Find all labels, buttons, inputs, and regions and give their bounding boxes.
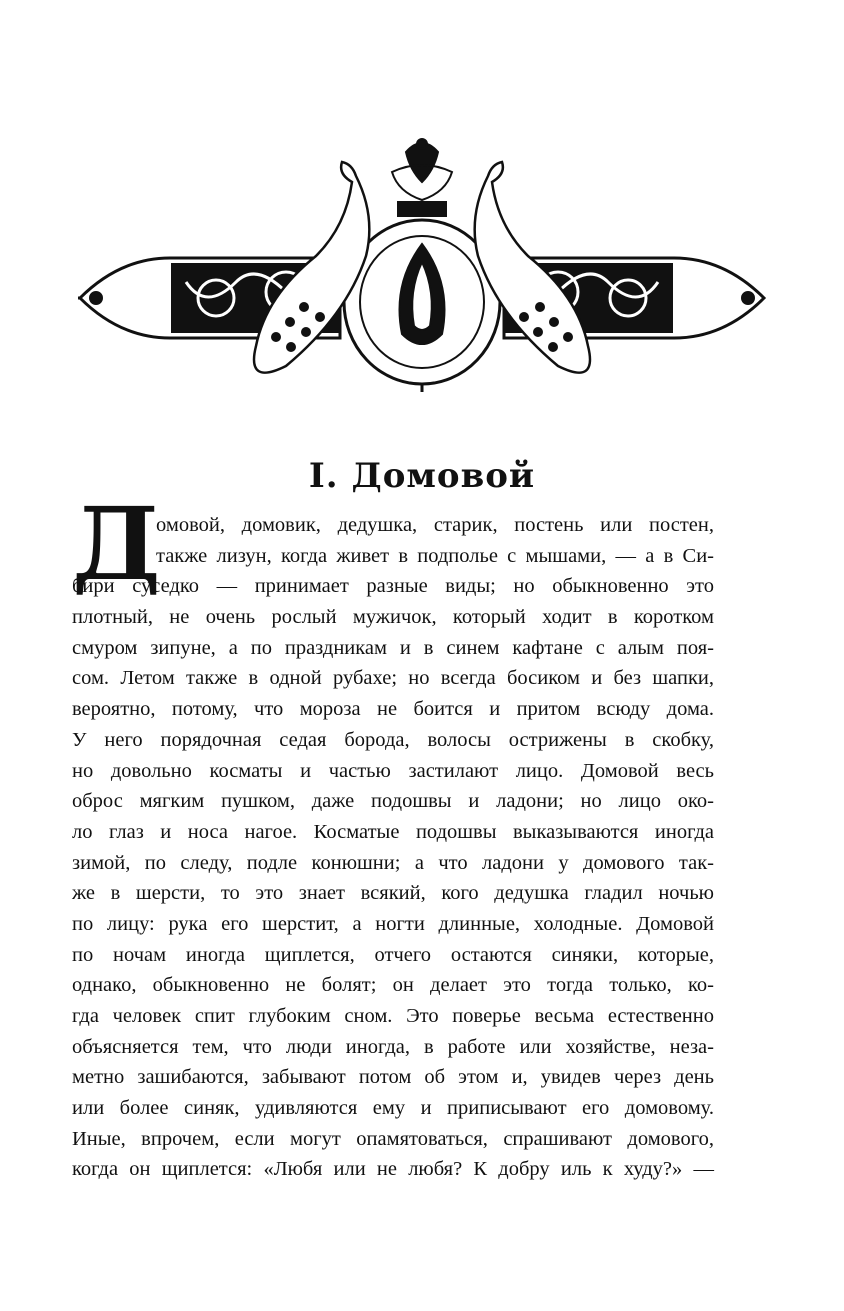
paragraph-line: ло глаз и носа нагое. Косматые подошвы выказываются иногда	[72, 820, 714, 843]
paragraph-line: сом. Летом также в одной рубахе; но всегда босиком и без шапки,	[72, 667, 714, 690]
paragraph-line: оброс мягким пушком, даже подошвы и ладони; но лицо око-	[72, 790, 714, 813]
paragraph-line: же в шерсти, то это знает всякий, кого дедушка гладил ночью	[72, 882, 714, 905]
paragraph-line: метно зашибаются, забывают потом об этом и, увидев через день	[72, 1066, 714, 1089]
chapter-title: I. Домовой	[308, 456, 536, 496]
paragraph-line: когда он щиплется: «Любя или не любя? К добру иль к худу?» —	[72, 1158, 714, 1181]
paragraph-line: вероятно, потому, что мороза не боится и притом всюду дома.	[72, 698, 714, 721]
paragraph-line: или более синяк, удивляются ему и приписывают его домовому.	[72, 1097, 714, 1120]
paragraph-line: У него порядочная седая борода, волосы острижены в скобку,	[72, 728, 714, 751]
paragraph-line: бири суседко — принимает разные виды; но обыкновенно это	[72, 575, 714, 598]
drop-cap-letter: Д	[72, 485, 161, 603]
paragraph-line: но довольно косматы и частью застилают лицо. Домовой весь	[72, 759, 714, 782]
paragraph-line: гда человек спит глубоким сном. Это поверье весьма естественно	[72, 1005, 714, 1027]
paragraph-line: плотный, не очень рослый мужичок, который ходит в коротком	[72, 606, 714, 629]
paragraph-line: по лицу: рука его шерстит, а ногти длинные, холодные. Домовой	[72, 912, 714, 935]
paragraph-line: однако, обыкновенно не болят; он делает это тогда только, ко-	[72, 974, 714, 997]
paragraph-line: Иные, впрочем, если могут опамятоваться, спрашивают домового,	[72, 1127, 714, 1150]
paragraph-line: зимой, по следу, подле конюшни; а что ладони у домового так-	[72, 851, 714, 874]
paragraph-line: по ночам иногда щиплется, отчего остаются синяки, которые,	[72, 943, 714, 966]
peacock-ornament-banner-icon	[76, 132, 768, 392]
paragraph-line: объясняется тем, что люди иногда, в работе или хозяйстве, неза-	[72, 1035, 714, 1058]
paragraph-line: также лизун, когда живет в подполье с мышами, — а в Си-	[156, 544, 714, 567]
paragraph-line: смуром зипуне, а по праздникам и в синем кафтане с алым поя-	[72, 636, 714, 659]
paragraph-line: омовой, домовик, дедушка, старик, постень или постен,	[156, 514, 714, 536]
chapter-paragraph	[72, 510, 714, 1185]
